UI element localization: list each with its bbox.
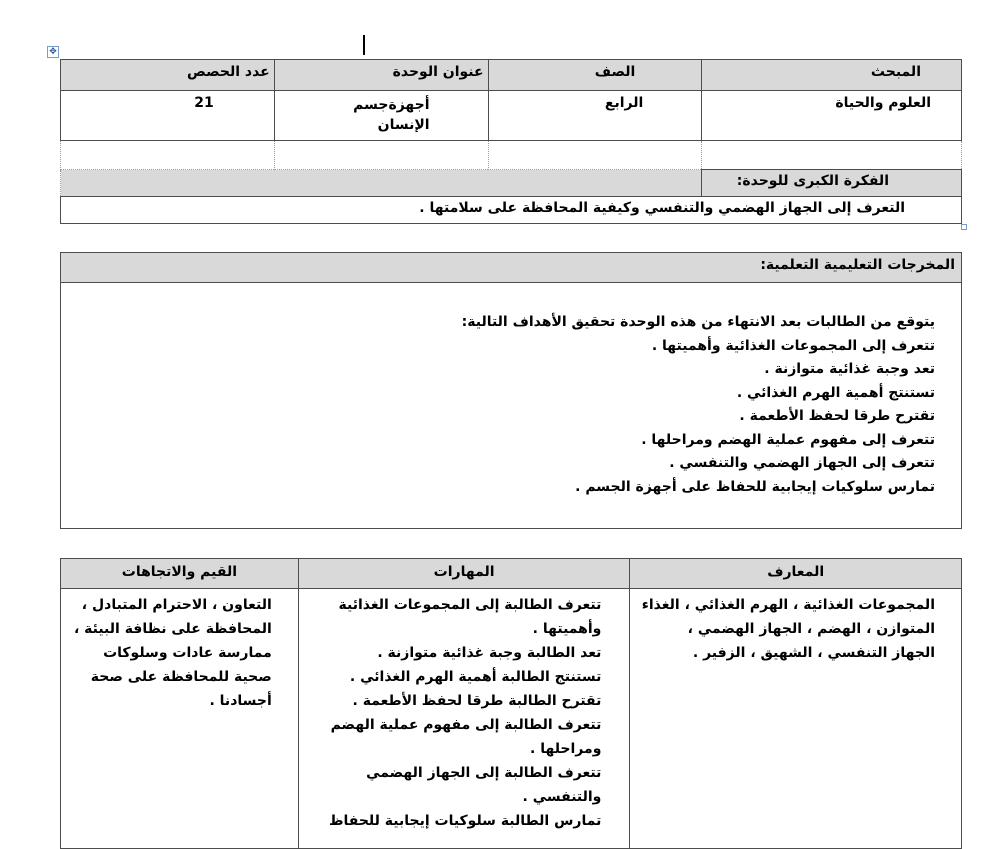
knowledge-skills-values-table — [60, 558, 962, 849]
outcome-item: تتعرف إلى المجموعات الغذائية وأهميتها . — [651, 337, 935, 354]
outcomes-title: المخرجات التعليمية التعلمية: — [61, 253, 962, 283]
unit-title-value: أجهزةجسم الإنسان — [274, 91, 488, 141]
outcome-item: تستنتج أهمية الهرم الغذائي . — [736, 384, 935, 401]
knowledge-line: المجموعات الغذائية ، الهرم الغذائي ، الغذاء — [641, 597, 935, 613]
skill-line: تستنتج الطالبة أهمية الهرم الغذائي . — [349, 669, 602, 685]
empty-cell — [702, 141, 962, 170]
outcomes-body — [61, 283, 962, 529]
empty-cell — [274, 141, 488, 170]
table-resize-handle[interactable] — [961, 224, 967, 230]
outcome-item: تمارس سلوكيات إيجابية للحفاظ على أجهزة الجسم . — [575, 478, 935, 495]
big-idea-label: الفكرة الكبرى للوحدة: — [702, 170, 962, 197]
skill-line: تمارس الطالبة سلوكيات إيجابية للحفاظ — [328, 813, 602, 829]
value-line: التعاون ، الاحترام المتبادل ، — [81, 597, 272, 613]
value-line: ممارسة عادات وسلوكات — [103, 645, 272, 661]
knowledge-line: المتوازن ، الهضم ، الجهاز الهضمي ، — [687, 621, 935, 637]
skill-line: وأهميتها . — [532, 621, 602, 637]
grade-header: الصف — [488, 60, 702, 91]
skill-line: تعد الطالبة وجبة غذائية متوازنة . — [377, 645, 602, 661]
outcome-item: تعد وجبة غذائية متوازنة . — [764, 361, 935, 377]
sessions-header: عدد الحصص — [61, 60, 275, 91]
subject-header: المبحث — [702, 60, 962, 91]
knowledge-line: الجهاز التنفسي ، الشهيق ، الزفير . — [692, 645, 935, 661]
skill-line: تتعرف الطالبة إلى مفهوم عملية الهضم — [330, 717, 602, 733]
empty-cell — [61, 141, 275, 170]
big-idea-label-filler — [61, 170, 702, 197]
knowledge-header: المعارف — [630, 559, 962, 589]
sessions-value: 21 — [61, 91, 275, 141]
outcome-item: تقترح طرقا لحفظ الأطعمة . — [739, 408, 935, 424]
skill-line: تتعرف الطالبة إلى الجهاز الهضمي — [366, 765, 602, 781]
outcome-item: تتعرف إلى الجهاز الهضمي والتنفسي . — [669, 455, 935, 471]
skill-line: تتعرف الطالبة إلى المجموعات الغذائية — [338, 597, 602, 613]
subject-value: العلوم والحياة — [702, 91, 962, 141]
unit-title-header: عنوان الوحدة — [274, 60, 488, 91]
value-line: المحافظة على نظافة البيئة ، — [73, 621, 272, 637]
value-line: صحية للمحافظة على صحة — [90, 669, 272, 685]
table-move-handle-icon[interactable]: ✥ — [47, 46, 59, 58]
values-header: القيم والاتجاهات — [61, 559, 299, 589]
knowledge-cell — [630, 589, 962, 849]
skill-line: تقترح الطالبة طرقا لحفظ الأطعمة . — [352, 693, 602, 709]
text-cursor — [363, 35, 365, 55]
unit-info-table — [60, 59, 962, 224]
outcomes-intro: يتوقع من الطالبات بعد الانتهاء من هذه الوحدة تحقيق الأهداف التالية: — [461, 314, 935, 330]
empty-cell — [488, 141, 702, 170]
skills-header: المهارات — [298, 559, 630, 589]
skill-line: ومراحلها . — [530, 741, 602, 757]
values-cell — [61, 589, 299, 849]
big-idea-text: التعرف إلى الجهاز الهضمي والتنفسي وكيفية المحافظة على سلامتها . — [61, 197, 962, 224]
outcome-item: تتعرف إلى مفهوم عملية الهضم ومراحلها . — [641, 431, 935, 448]
value-line: أجسادنا . — [209, 693, 272, 709]
skills-cell — [298, 589, 630, 849]
skill-line: والتنفسي . — [522, 789, 602, 805]
outcomes-table — [60, 252, 962, 529]
grade-value: الرابع — [488, 91, 702, 141]
